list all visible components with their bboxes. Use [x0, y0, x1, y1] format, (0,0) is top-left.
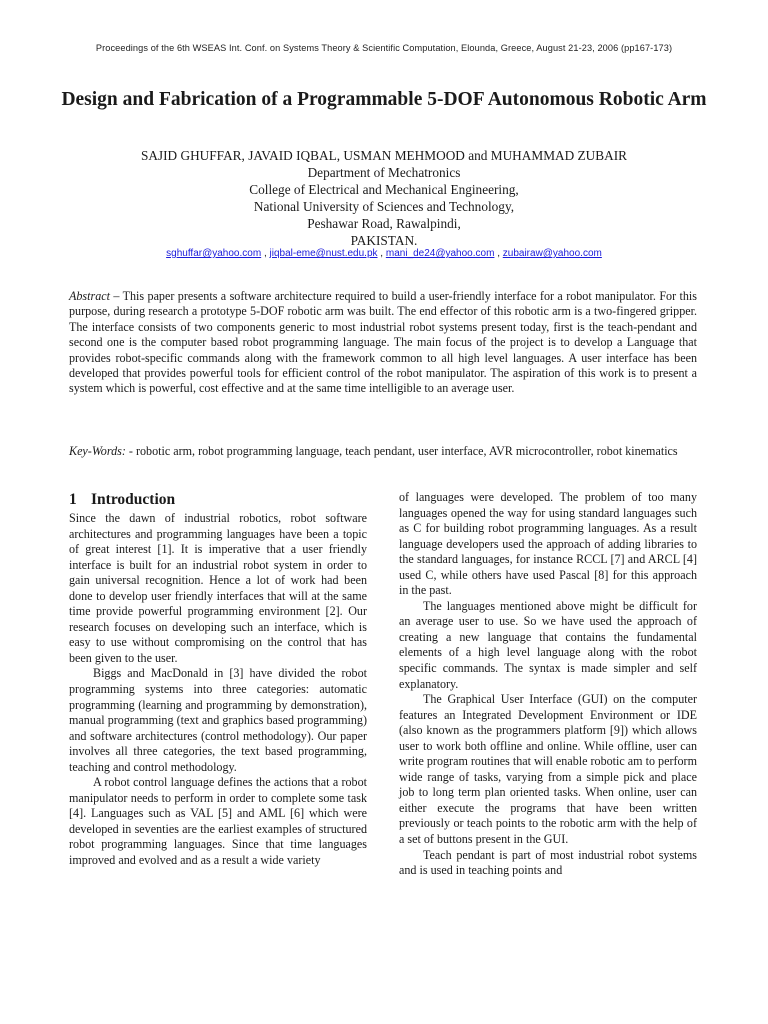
affiliation-line: College of Electrical and Mechanical Engineering, [249, 182, 519, 197]
paragraph: Teach pendant is part of most industrial robot systems and is used in teaching points and [399, 847, 697, 878]
section-number: 1 [69, 491, 77, 508]
abstract-text: – This paper presents a software architecture required to build a user-friendly interface for a robot manipulator. For this purpose, during research a prototype 5-DOF robotic arm was built. The end effector of this robotic arm is a two-fingered gripper. The interface consists of two components generic to most industrial robot systems present today, first is the teach-pendant and second one is the computer based robot programming language. The main focus of the project is to develop a Language that provides robot-specific commands along with the framework common to all high level languages. A user interface has been developed that provides powerful tools for efficient control of the robot manipulator. The aspiration of this work is to present a system which is powerful, cost effective and at the same time intelligible to an average user. [69, 289, 697, 396]
abstract-label: Abstract [69, 289, 110, 303]
affiliation-line: Peshawar Road, Rawalpindi, [307, 216, 461, 231]
paragraph: The Graphical User Interface (GUI) on the computer features an Integrated Development Environment or IDE (also known as the programmers platform [9]) which allows user to work both offline and online. While offline, user can write program routines that will enable robotic am to perform wide range of tasks, varying from a simple pick and place job to long term plan oriented tasks. When online, user can either execute the programs that have been written previously or teach points to the robotic arm with the help of a set of buttons present in the GUI. [399, 692, 697, 847]
proceedings-header: Proceedings of the 6th WSEAS Int. Conf. on Systems Theory & Scientific Computation, Elounda, Greece, August 21-23, 2006 (pp167-173) [95, 43, 673, 53]
affiliation-line: National University of Sciences and Technology, [253, 199, 515, 214]
affiliation-line: PAKISTAN. [350, 233, 418, 248]
right-column [399, 490, 697, 879]
authors: SAJID GHUFFAR, JAVAID IQBAL, USMAN MEHMOOD and MUHAMMAD ZUBAIR [140, 148, 628, 163]
email-link[interactable]: jiqbal-eme@nust.edu.pk [269, 248, 378, 259]
paragraph: A robot control language defines the actions that a robot manipulator needs to perform in order to complete some task [4]. Languages such as VAL [5] and AML [6] which were developed in seventies are the earliest examples of structured robot programming languages. Since that time languages improved and evolved and as a result a wide variety [69, 775, 367, 868]
paragraph: Biggs and MacDonald in [3] have divided the robot programming systems into three categories: automatic programming (learning and programming by demonstration), manual programming (text and graphics based programming) and software architectures (control methodology). Our paper involves all three categories, the text based programming, teaching and control methodology. [69, 666, 367, 774]
section-title: Introduction [91, 491, 176, 508]
section-heading [69, 490, 367, 510]
left-column [69, 490, 367, 869]
email-separator: , [261, 248, 270, 259]
keywords-text: - robotic arm, robot programming language, teach pendant, user interface, AVR microcontroller, robot kinematics [125, 444, 678, 458]
email-link[interactable]: mani_de24@yahoo.com [385, 248, 495, 259]
author-emails [0, 248, 768, 259]
paper-title: Design and Fabrication of a Programmable 5-DOF Autonomous Robotic Arm [61, 89, 707, 110]
paragraph: of languages were developed. The problem of too many languages opened the way for using standard languages such as C for building robot programming languages. As a result language developers used the approach of adding libraries to the standard languages, for instance RCCL [7] and ARCL [4] used C, while others have used Pascal [8] for this approach in the past. [399, 490, 697, 598]
email-separator: , [377, 248, 386, 259]
affiliation-line: Department of Mechatronics [307, 165, 461, 180]
paragraph: The languages mentioned above might be difficult for an average user to use. So we have used the approach of creating a new language that contains the fundamental elements of a high level language along with the robot specific commands. The syntax is made simpler and self explanatory. [399, 598, 697, 691]
keywords-label: Key-Words: [69, 444, 126, 458]
email-separator: , [494, 248, 503, 259]
paragraph: Since the dawn of industrial robotics, robot software architectures and programming languages have been a topic of great interest [1]. It is imperative that a user friendly interface is built for an industrial robot system in order to gain universal recognition. Hence a lot of work had been done to develop user friendly interfaces that will at the same time provide powerful programming environment [2]. Our research focuses on developing such an interface, which is easy to use without compromising on the control that has been given to the user. [69, 511, 367, 665]
email-link[interactable]: zubairaw@yahoo.com [502, 248, 602, 259]
email-link[interactable]: sghuffar@yahoo.com [166, 248, 262, 259]
keywords [69, 444, 697, 459]
abstract [69, 289, 697, 397]
